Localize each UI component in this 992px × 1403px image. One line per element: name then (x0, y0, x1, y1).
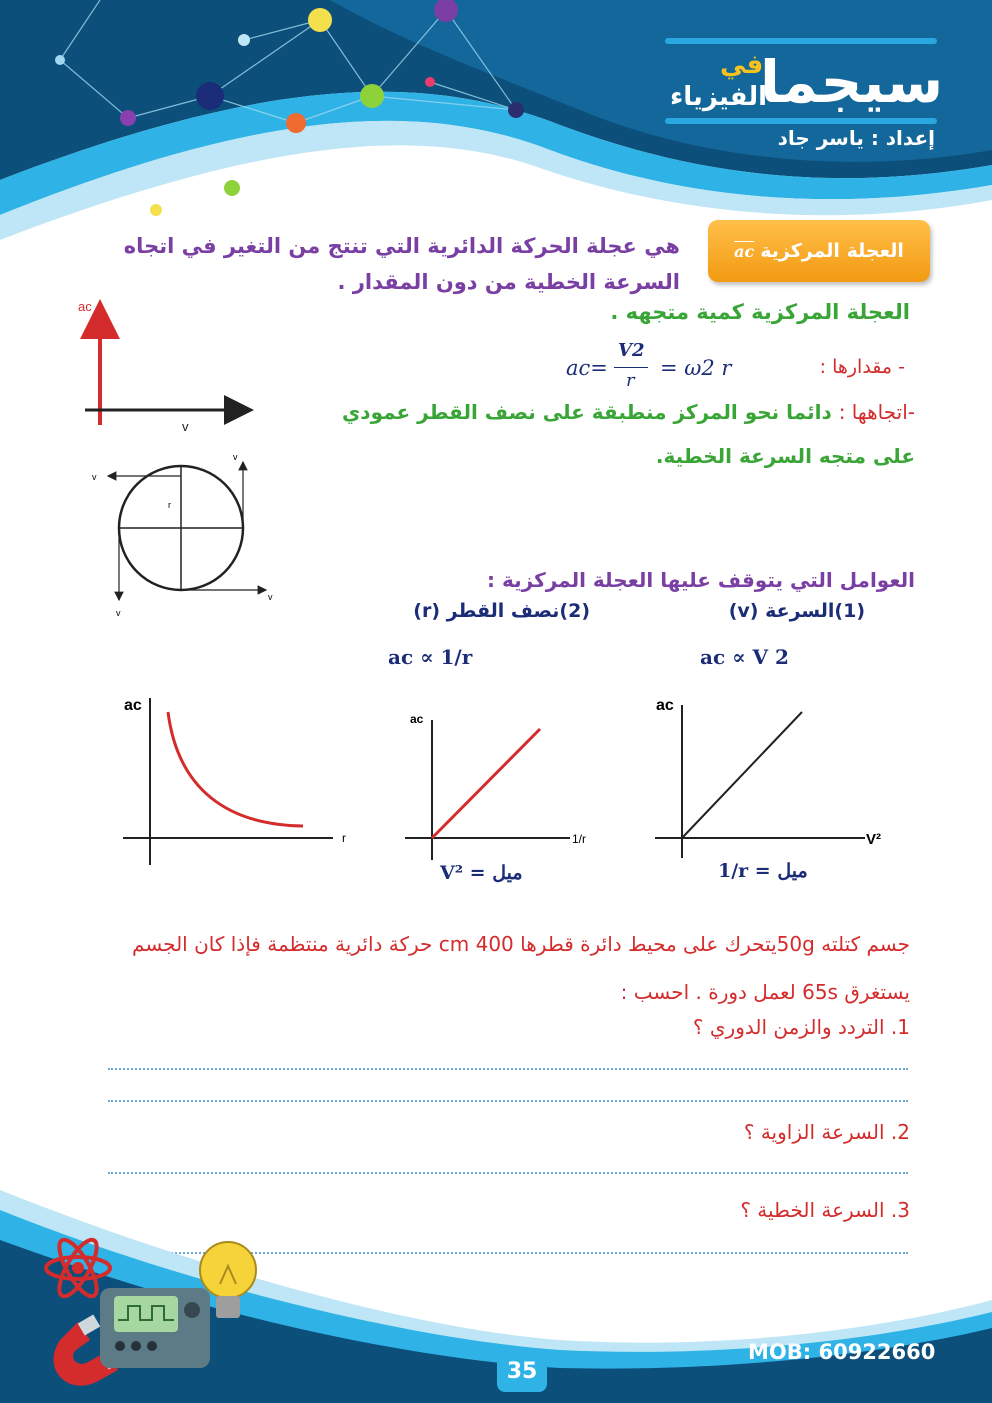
brand-divider-bottom (665, 118, 937, 124)
topic-title: العجلة المركزية (760, 240, 904, 262)
formula-lhs: ac= (566, 356, 608, 380)
factors-title: العوامل التي يتوقف عليها العجلة المركزية : (487, 568, 915, 592)
factor-radius: (2)نصف القطر (r) (413, 600, 590, 622)
circle-label-v-left: v (92, 472, 97, 482)
brand-title: سيجما (760, 48, 944, 116)
oscilloscope-icon (100, 1288, 210, 1368)
direction-text (280, 400, 915, 424)
graph1-y-label: ac (124, 697, 142, 714)
graph2-x-label: 1/r (572, 832, 587, 846)
graph-ac-vs-r (118, 690, 358, 870)
circle-label-r: r (168, 500, 171, 510)
graph3-x-label: V² (866, 831, 881, 848)
graph3-line (682, 712, 802, 838)
centripetal-formula (560, 340, 750, 396)
formula-denominator: r (626, 370, 635, 391)
mobile-number: MOB: 60922660 (748, 1340, 936, 1364)
graph-ac-vs-inverse-r (400, 705, 610, 865)
graph2-slope: V² = ميل (440, 862, 523, 884)
direction-label: -اتجاهها : (838, 400, 915, 424)
circle-label-v-top: v (233, 452, 238, 462)
formula-numerator: V2 (618, 340, 645, 361)
definition-text: هي عجلة الحركة الدائرية التي تنتج من التغير في اتجاه السرعة الخطية من دون المقدار . (123, 234, 680, 294)
circle-label-v-right: v (268, 592, 273, 602)
proportion-inverse-r: ac ∝ 1/r (388, 645, 473, 669)
graph2-line (432, 729, 540, 838)
answer-line (108, 1068, 908, 1070)
question-3: 3. السرعة الخطية ؟ (740, 1198, 910, 1222)
atom-icon (46, 1235, 110, 1301)
circular-motion-diagram (88, 450, 288, 620)
factor-speed: (1)السرعة (v) (728, 600, 865, 622)
topic-title-badge (708, 220, 930, 282)
answer-line (108, 1100, 908, 1102)
graph1-x-label: r (342, 831, 346, 845)
graph3-slope: 1/r = ميل (718, 860, 808, 882)
ac-axis-label: ac (78, 299, 92, 314)
footer-illustrations (40, 1230, 280, 1400)
answer-line (108, 1172, 908, 1174)
direction-axes-diagram (70, 295, 260, 435)
direction-text-1: دائما نحو المركز منطبقة على نصف القطر عمودي (341, 400, 832, 424)
brand-subject: الفيزياء (670, 82, 767, 112)
v-axis-label: v (182, 419, 189, 434)
graph1-curve (168, 712, 303, 826)
direction-text-2: على متجه السرعة الخطية. (655, 444, 915, 468)
formula-rhs: = ω2 r (660, 356, 732, 380)
question-2: 2. السرعة الزاوية ؟ (743, 1120, 910, 1144)
topic-title-symbol: ac (734, 241, 755, 261)
graph3-y-label: ac (656, 697, 674, 714)
question-1: 1. التردد والزمن الدوري ؟ (692, 1015, 910, 1039)
author-credit: إعداد : ياسر جاد (777, 126, 935, 150)
vector-quantity-note: العجلة المركزية كمية متجهه . (610, 300, 910, 324)
graph2-y-label: ac (410, 712, 424, 726)
problem-statement: جسم كتلته 50gيتحرك على محيط دائرة قطرها 400 cm حركة دائرية منتظمة فإذا كان الجسم يستغرق 65s لعمل دورة . احسب : (132, 932, 910, 1004)
circle-label-v-bottom: v (116, 608, 121, 618)
proportion-v-squared: ac ∝ V 2 (700, 645, 789, 669)
formula-fraction-bar (614, 367, 648, 368)
graph-ac-vs-v-squared (650, 690, 900, 865)
brand-fi: في (720, 50, 764, 80)
brand-divider-top (665, 38, 937, 44)
magnitude-label: - مقدارها : (819, 356, 905, 378)
page-number: 35 (497, 1350, 547, 1392)
